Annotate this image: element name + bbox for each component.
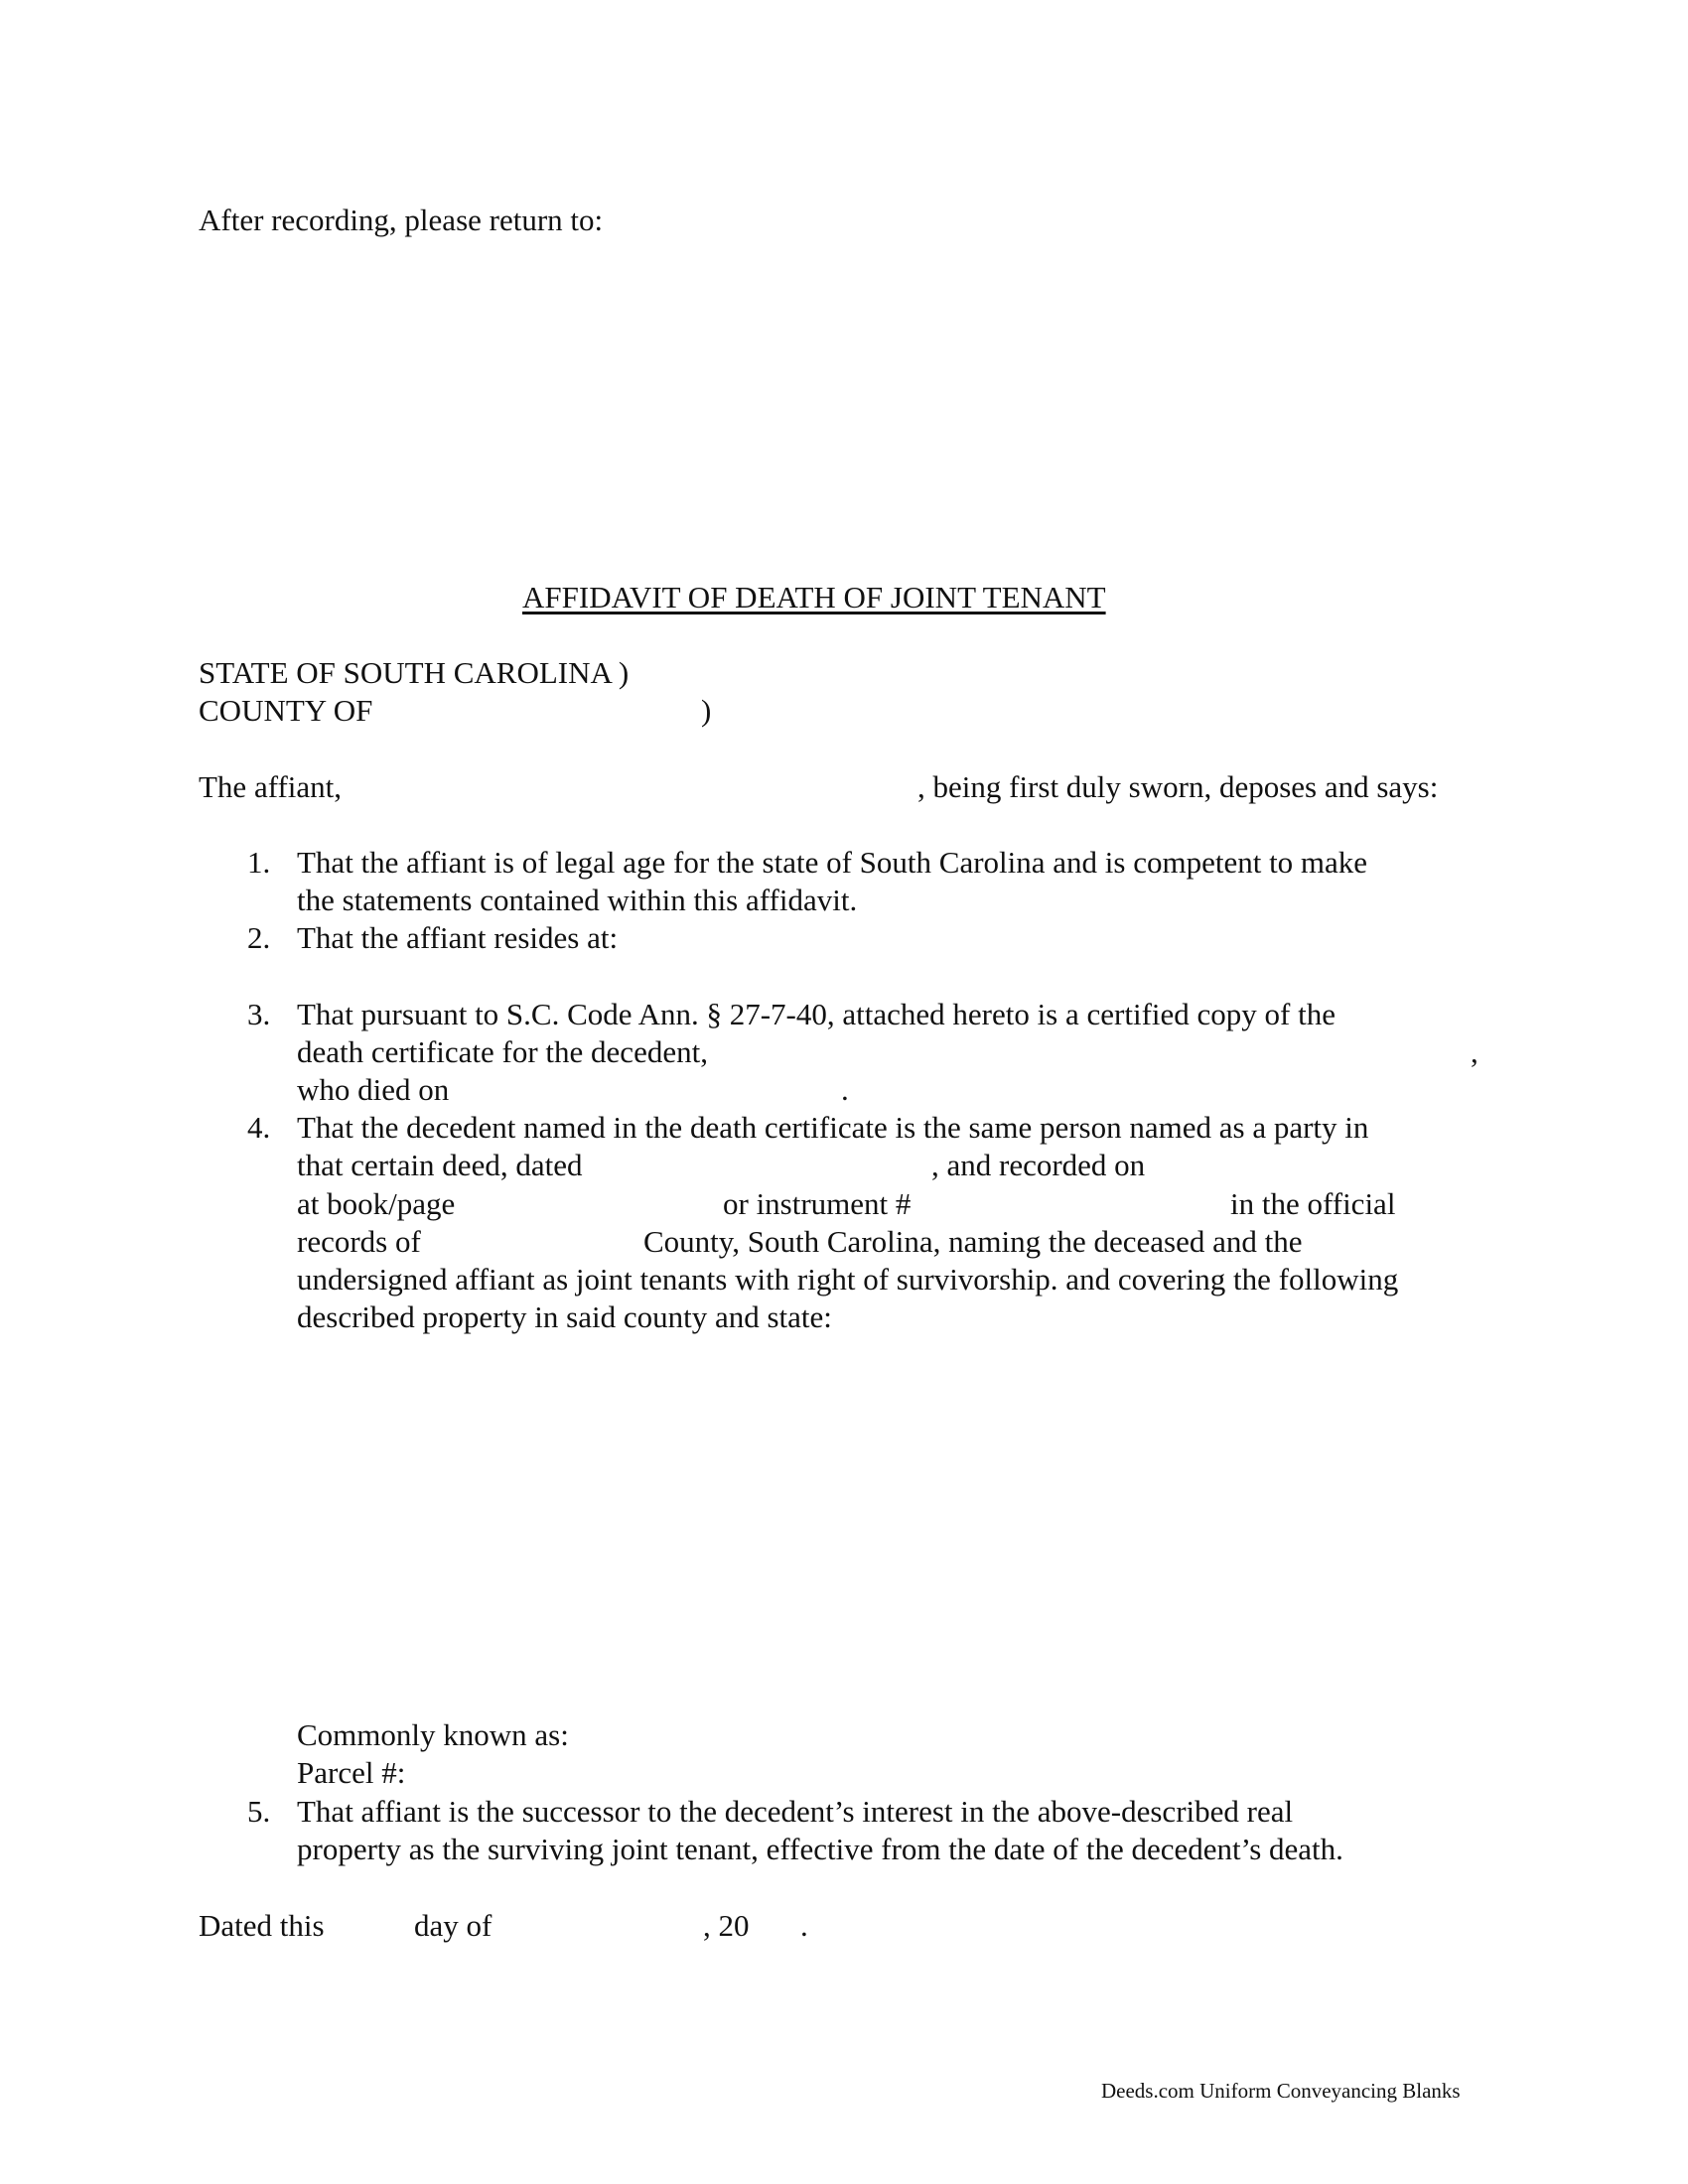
- venue-county-label: COUNTY OF: [199, 693, 373, 728]
- item-4-line-4b: County, South Carolina, naming the deceased and the: [643, 1224, 1303, 1259]
- item-1-line-1: That the affiant is of legal age for the state of South Carolina and is competent to make: [297, 845, 1368, 880]
- item-3-line-1: That pursuant to S.C. Code Ann. § 27-7-40, attached hereto is a certified copy of the: [297, 997, 1336, 1031]
- commonly-known-as-label: Commonly known as:: [297, 1717, 569, 1752]
- document-title: AFFIDAVIT OF DEATH OF JOINT TENANT: [522, 580, 1106, 614]
- item-1-number: 1.: [247, 845, 271, 880]
- affiant-intro-lead: The affiant,: [199, 769, 343, 804]
- item-3-line-3: who died on: [297, 1072, 450, 1107]
- item-2-number: 2.: [247, 920, 271, 955]
- item-4-line-4a: records of: [297, 1224, 421, 1259]
- item-5-line-2: property as the surviving joint tenant, effective from the date of the decedent’s death.: [297, 1832, 1343, 1866]
- affiant-intro-tail: , being first duly sworn, deposes and says:: [917, 769, 1439, 804]
- item-3-line-2-comma: ,: [1471, 1034, 1478, 1069]
- item-4-line-3b: or instrument #: [723, 1186, 912, 1221]
- item-4-line-5: undersigned affiant as joint tenants with right of survivorship. and covering the following: [297, 1262, 1399, 1297]
- item-2-line-1: That the affiant resides at:: [297, 920, 619, 955]
- item-4-line-6: described property in said county and state:: [297, 1299, 832, 1334]
- item-3-number: 3.: [247, 997, 271, 1031]
- return-address-label: After recording, please return to:: [199, 203, 604, 237]
- item-4-line-3c: in the official: [1230, 1186, 1396, 1221]
- venue-state: STATE OF SOUTH CAROLINA ): [199, 655, 630, 690]
- item-4-line-2a: that certain deed, dated: [297, 1148, 583, 1182]
- item-4-line-2b: , and recorded on: [931, 1148, 1146, 1182]
- item-1-line-2: the statements contained within this affidavit.: [297, 883, 858, 917]
- item-4-line-3a: at book/page: [297, 1186, 456, 1221]
- footer-brand: Deeds.com Uniform Conveyancing Blanks: [1101, 2079, 1461, 2103]
- year-prefix-label: , 20: [703, 1908, 750, 1943]
- dated-period: .: [800, 1908, 808, 1943]
- item-3-line-2: death certificate for the decedent,: [297, 1034, 708, 1069]
- parcel-number-label: Parcel #:: [297, 1755, 406, 1790]
- day-of-label: day of: [414, 1908, 492, 1943]
- item-4-number: 4.: [247, 1110, 271, 1145]
- item-5-line-1: That affiant is the successor to the decedent’s interest in the above-described real: [297, 1794, 1294, 1829]
- item-5-number: 5.: [247, 1794, 271, 1829]
- item-4-line-1: That the decedent named in the death certificate is the same person named as a party in: [297, 1110, 1369, 1145]
- item-3-line-3-period: .: [841, 1072, 849, 1107]
- dated-this-label: Dated this: [199, 1908, 325, 1943]
- venue-county-paren: ): [701, 693, 712, 728]
